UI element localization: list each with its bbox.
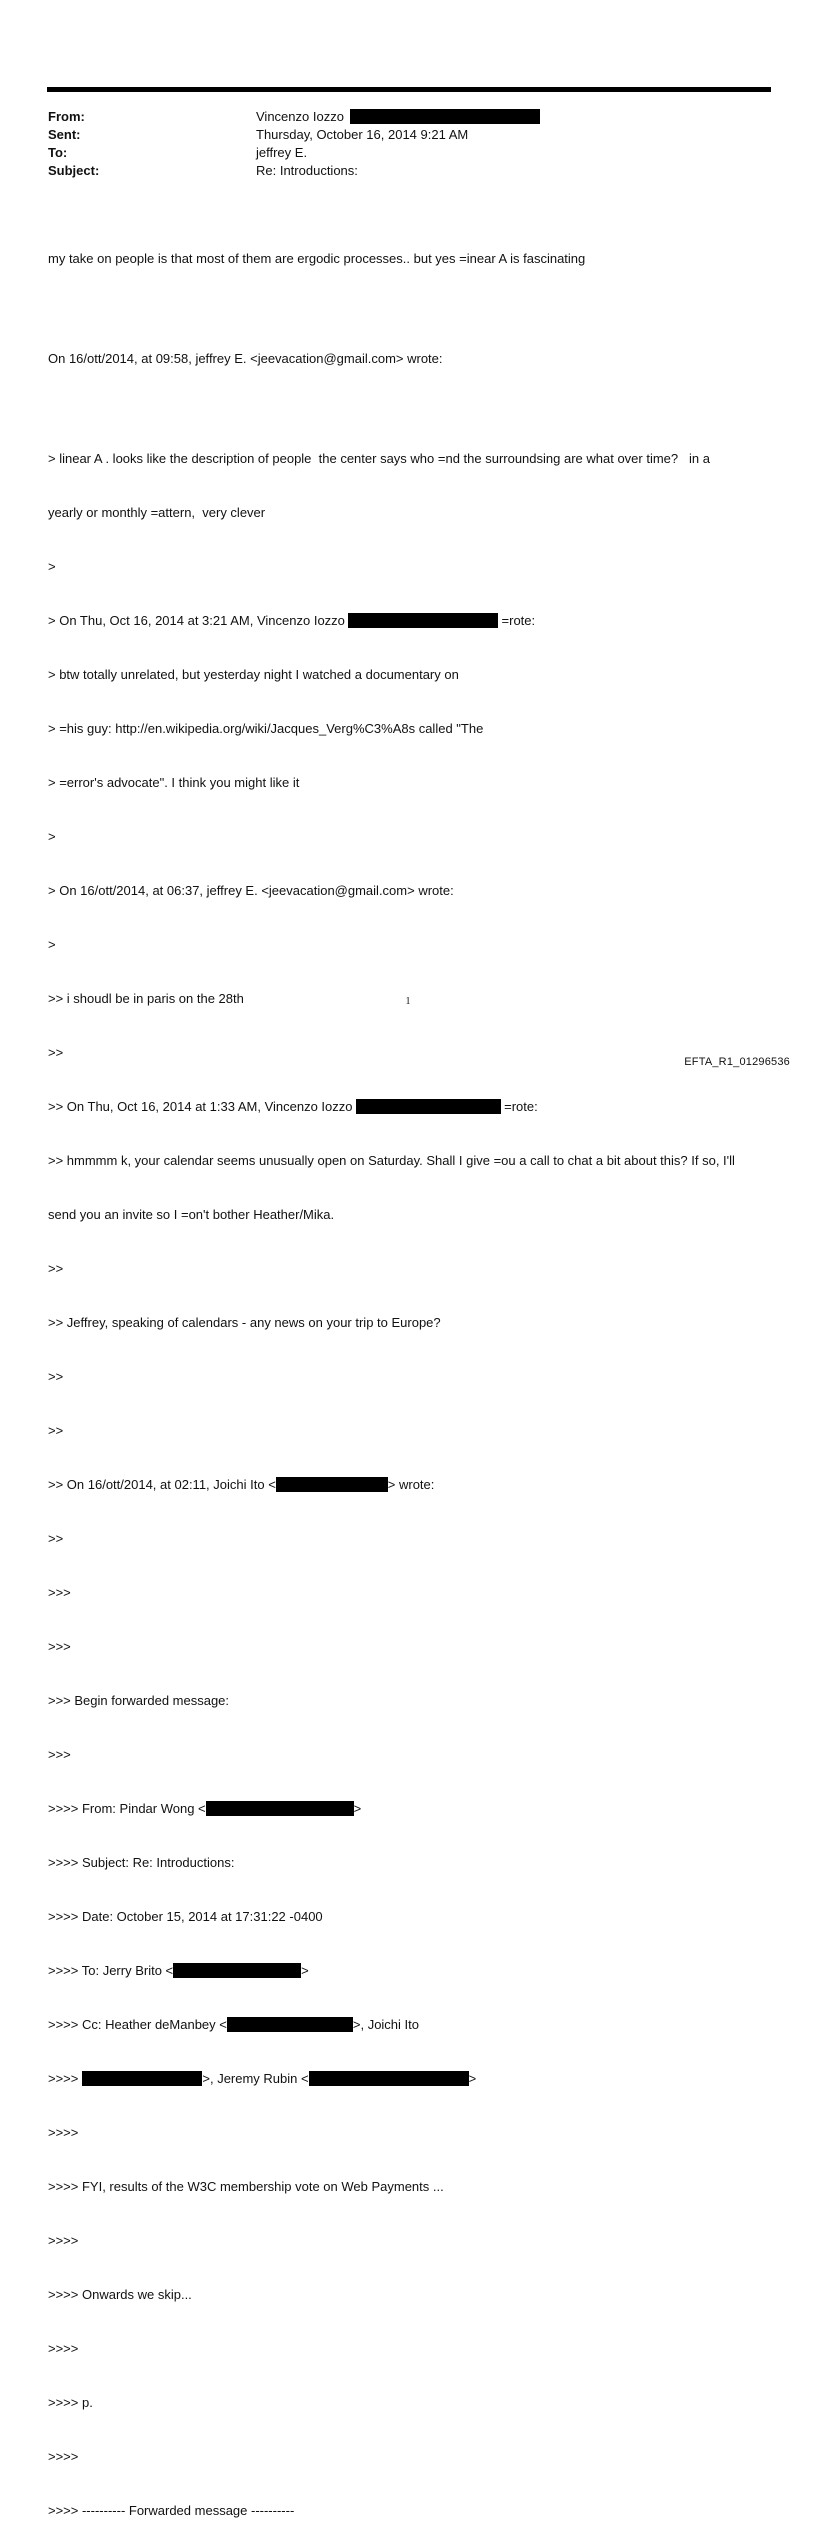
quoted-line: >>>: [48, 1747, 71, 1762]
quoted-line: >>>>: [48, 2233, 79, 2248]
quoted-line: [48, 1800, 768, 1818]
quoted-line: >: [48, 829, 56, 844]
quoted-text: >> On 16/ott/2014, at 02:11, Joichi Ito <: [48, 1477, 276, 1492]
subject-label: Subject:: [48, 163, 100, 178]
quoted-text: >>>> To: Jerry Brito <: [48, 1963, 174, 1978]
quoted-line: [48, 2070, 768, 2088]
redaction-box: [276, 1477, 388, 1492]
to-value: jeffrey E.: [256, 145, 308, 160]
quoted-line: [48, 612, 768, 630]
quoted-line: >>>: [48, 1639, 71, 1654]
redaction-box: [227, 2017, 353, 2032]
quoted-line: >: [48, 937, 56, 952]
quoted-line: >>>>: [48, 2341, 79, 2356]
bates-number: EFTA_R1_01296536: [684, 1056, 790, 1068]
quoted-line: >>>> Date: October 15, 2014 at 17:31:22 -0400: [48, 1909, 323, 1924]
quoted-line: >>>>: [48, 2125, 79, 2140]
quoted-line: >>: [48, 1423, 64, 1438]
quoted-text: >, Jeremy Rubin <: [202, 2071, 309, 2086]
from-label: From:: [48, 109, 85, 124]
quoted-line: > linear A . looks like the description of people the center says who =nd the surroundsing are what over time? in a: [48, 451, 710, 466]
spacer: [48, 404, 768, 414]
quoted-line: >> hmmmm k, your calendar seems unusually open on Saturday. Shall I give =ou a call to chat a bit about this? If so, I'll: [48, 1153, 735, 1168]
quoted-text: > On Thu, Oct 16, 2014 at 3:21 AM, Vincenzo Iozzo: [48, 613, 345, 628]
quoted-text: >>>>: [48, 2071, 79, 2086]
quoted-text: >>>> From: Pindar Wong <: [48, 1801, 206, 1816]
redaction-box: [356, 1099, 501, 1114]
quoted-line: >>>: [48, 1585, 71, 1600]
quoted-line: >>>> Subject: Re: Introductions:: [48, 1855, 235, 1870]
sent-label: Sent:: [48, 127, 81, 142]
quoted-line: >>>> ---------- Forwarded message ----------: [48, 2503, 295, 2518]
quoted-text: =rote:: [497, 613, 536, 628]
quoted-line: [48, 1962, 768, 1980]
quoted-text: =rote:: [500, 1099, 538, 1114]
quoted-line: [48, 1476, 768, 1494]
quoted-line: > =his guy: http://en.wikipedia.org/wiki/Jacques_Verg%C3%A8s called "The: [48, 721, 484, 736]
quoted-line: >>>> FYI, results of the W3C membership vote on Web Payments ...: [48, 2179, 444, 2194]
sent-value: Thursday, October 16, 2014 9:21 AM: [256, 127, 469, 142]
quoted-text: >: [353, 1801, 362, 1816]
body-paragraph: my take on people is that most of them are ergodic processes.. but yes =inear A is fascinating: [48, 251, 586, 266]
page-number: 1: [405, 996, 411, 1007]
quoted-line: > btw totally unrelated, but yesterday night I watched a documentary on: [48, 667, 459, 682]
quoted-line: yearly or monthly =attern, very clever: [48, 505, 266, 520]
quoted-line: >>: [48, 1369, 64, 1384]
from-name: Vincenzo Iozzo: [256, 109, 344, 124]
redaction-box: [348, 613, 498, 628]
quoted-line: >>>>: [48, 2449, 79, 2464]
quoted-text: >, Joichi Ito: [352, 2017, 419, 2032]
header-rule: [47, 87, 771, 92]
quoted-line: [48, 1098, 768, 1116]
quoted-line: > =error's advocate". I think you might like it: [48, 775, 300, 790]
quoted-line: [48, 2016, 768, 2034]
redaction-box: [173, 1963, 301, 1978]
quoted-text: >: [301, 1963, 309, 1978]
quoted-text: >: [468, 2071, 477, 2086]
quoted-line: >>>> Onwards we skip...: [48, 2287, 192, 2302]
quoted-line: >: [48, 559, 56, 574]
quoted-line: >> i shoudl be in paris on the 28th: [48, 991, 244, 1006]
redaction-box: [82, 2071, 202, 2086]
quoted-text: >>>> Cc: Heather deManbey <: [48, 2017, 227, 2032]
from-value: [256, 108, 540, 126]
body-paragraph: On 16/ott/2014, at 09:58, jeffrey E. <jeevacation@gmail.com> wrote:: [48, 351, 443, 366]
redaction-box: [309, 2071, 469, 2086]
quoted-text: > wrote:: [387, 1477, 435, 1492]
subject-value: Re: Introductions:: [256, 163, 358, 178]
quoted-text: >> On Thu, Oct 16, 2014 at 1:33 AM, Vincenzo Iozzo: [48, 1099, 353, 1114]
quoted-line: >>>> p.: [48, 2395, 93, 2410]
quoted-line: >>: [48, 1045, 64, 1060]
quoted-line: send you an invite so I =on't bother Heather/Mika.: [48, 1207, 335, 1222]
email-body: [48, 214, 768, 2538]
spacer: [48, 304, 768, 314]
redaction-box: [206, 1801, 354, 1816]
quoted-line: >>: [48, 1261, 64, 1276]
to-label: To:: [48, 145, 68, 160]
redaction-box: [350, 109, 540, 124]
quoted-line: > On 16/ott/2014, at 06:37, jeffrey E. <jeevacation@gmail.com> wrote:: [48, 883, 454, 898]
quoted-line: >> Jeffrey, speaking of calendars - any news on your trip to Europe?: [48, 1315, 441, 1330]
quoted-line: >>> Begin forwarded message:: [48, 1693, 230, 1708]
quoted-line: >>: [48, 1531, 64, 1546]
